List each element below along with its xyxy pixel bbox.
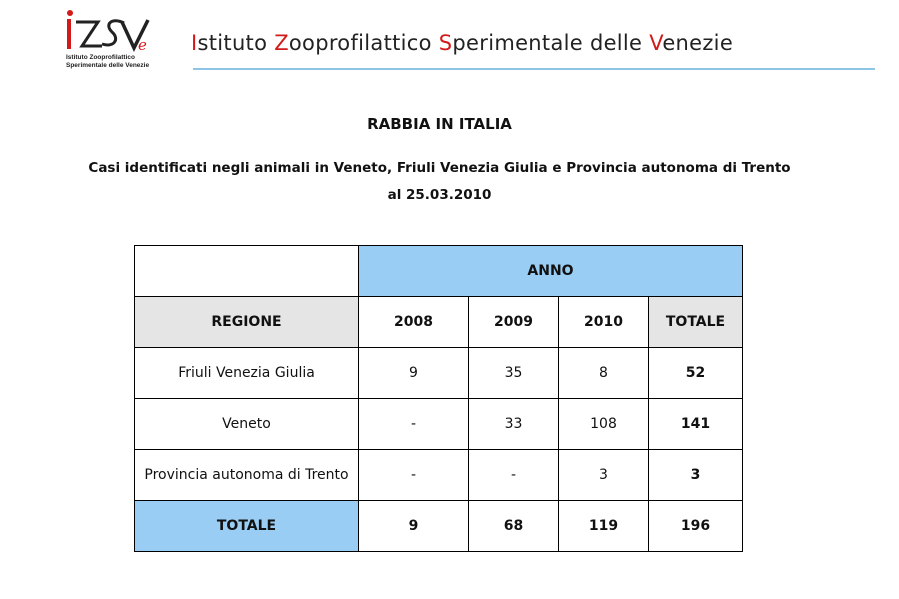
table-corner-cell: [135, 246, 359, 297]
organization-name-part: V: [649, 31, 663, 55]
column-header-totale: TOTALE: [649, 297, 743, 348]
cell-totale: 3: [649, 450, 743, 501]
column-header-2008: 2008: [359, 297, 469, 348]
cell-totale: 141: [649, 399, 743, 450]
table-column-header-row: [135, 297, 743, 348]
cell-regione: Friuli Venezia Giulia: [135, 348, 359, 399]
total-2010: 119: [559, 501, 649, 552]
cell-2008: -: [359, 399, 469, 450]
cell-2010: 3: [559, 450, 649, 501]
column-header-regione: REGIONE: [135, 297, 359, 348]
cell-2009: 33: [469, 399, 559, 450]
institute-logo: [62, 8, 154, 68]
logo-line-2: Sperimentale delle Venezie: [66, 62, 150, 69]
cell-2009: 35: [469, 348, 559, 399]
column-header-2009: 2009: [469, 297, 559, 348]
organization-name-part: S: [438, 31, 453, 55]
svg-text:e: e: [138, 36, 147, 54]
cell-2008: 9: [359, 348, 469, 399]
organization-name-part: Z: [274, 31, 289, 55]
organization-name-part: I: [191, 31, 198, 55]
organization-name-part: ooprofilattico: [288, 31, 439, 55]
total-2008: 9: [359, 501, 469, 552]
cell-2010: 8: [559, 348, 649, 399]
table-row: [135, 450, 743, 501]
document-date: al 25.03.2010: [387, 187, 492, 203]
organization-name-part: stituto: [197, 31, 275, 55]
total-label: TOTALE: [135, 501, 359, 552]
cell-regione: Provincia autonoma di Trento: [135, 450, 359, 501]
table-total-row: [135, 501, 743, 552]
column-header-2010: 2010: [559, 297, 649, 348]
logo-line-1: Istituto Zooprofilattico: [66, 54, 135, 61]
cell-regione: Veneto: [135, 399, 359, 450]
cell-2010: 108: [559, 399, 649, 450]
organization-name-part: enezie: [662, 31, 734, 55]
cell-totale: 52: [649, 348, 743, 399]
table-row: [135, 348, 743, 399]
header-divider: [193, 68, 875, 70]
anno-header: ANNO: [359, 246, 743, 297]
cell-2009: -: [469, 450, 559, 501]
organization-name-part: perimentale delle: [452, 31, 650, 55]
table-group-header-row: [135, 246, 743, 297]
rabies-cases-table: [134, 245, 743, 552]
organization-name: [191, 31, 733, 55]
document-subtitle: Casi identificati negli animali in Veneto, Friuli Venezia Giulia e Provincia autonoma di Trento: [88, 160, 791, 176]
table-row: [135, 399, 743, 450]
total-totale: 196: [649, 501, 743, 552]
total-2009: 68: [469, 501, 559, 552]
cell-2008: -: [359, 450, 469, 501]
document-title: RABBIA IN ITALIA: [367, 115, 512, 133]
